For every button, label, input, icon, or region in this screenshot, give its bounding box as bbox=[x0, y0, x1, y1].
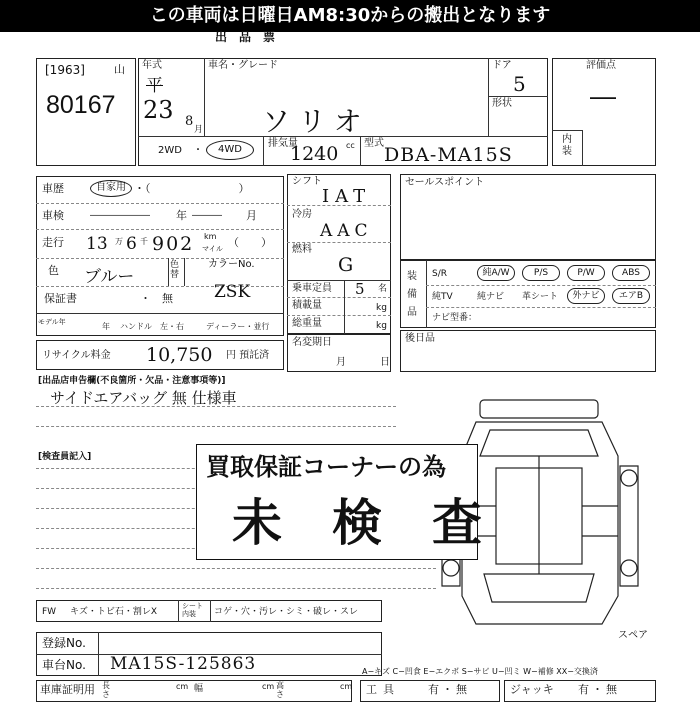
diagram-roof bbox=[480, 400, 598, 418]
color-label: 色 bbox=[48, 264, 59, 277]
recycle-value: 10,750 bbox=[146, 344, 213, 366]
history-rest: ・（ ） bbox=[134, 182, 250, 195]
notes-text: サイドエアバッグ 無 仕様車 bbox=[50, 389, 237, 407]
tools-value: 有・無 bbox=[428, 683, 470, 696]
history-box bbox=[36, 176, 284, 336]
recycle-unit: 円 預託済 bbox=[226, 350, 270, 361]
equipment-item: ABS bbox=[612, 265, 650, 281]
interior-label: 内装 bbox=[562, 134, 572, 157]
capacity-unit: 名 bbox=[378, 284, 388, 294]
model-label: 型式 bbox=[364, 138, 384, 149]
mileage-sen: 6 bbox=[126, 234, 137, 254]
capacity-value: 5 bbox=[355, 280, 365, 298]
remarks-label: 後日品 bbox=[405, 333, 435, 344]
shift-label: シフト bbox=[292, 176, 322, 187]
fuel-label: 燃料 bbox=[292, 244, 312, 255]
history-label: 車歴 bbox=[42, 182, 64, 195]
model-year-dealer: ディーラー・並行 bbox=[206, 322, 270, 331]
inspection-label: 車検 bbox=[42, 209, 64, 222]
load-unit: kg bbox=[376, 303, 387, 313]
aircon-label: 冷房 bbox=[292, 209, 312, 220]
model-value: DBA-MA15S bbox=[384, 144, 513, 166]
load-label: 積載量 bbox=[292, 300, 322, 311]
mileage-unit-km: km bbox=[204, 232, 217, 241]
inspection-year: 年 bbox=[176, 209, 187, 222]
equipment-item: 純A/W bbox=[477, 265, 515, 281]
equipment-label: 装備品 bbox=[407, 271, 417, 318]
warranty-value: ・ 無 bbox=[140, 292, 173, 305]
score-value: ― bbox=[590, 82, 616, 112]
jack-label: ジャッキ bbox=[510, 683, 554, 696]
weight-label: 総重量 bbox=[292, 318, 322, 329]
equipment-item: P/S bbox=[522, 265, 560, 281]
cert-height-cm: cm bbox=[340, 682, 353, 691]
cert-height: 高さ bbox=[276, 681, 284, 699]
aircon-value: AAC bbox=[320, 221, 373, 241]
mileage-rest: 902 bbox=[152, 233, 195, 255]
garage-cert-label: 車庫証明用 bbox=[40, 683, 95, 696]
stamp-line2: 未 検 査 bbox=[232, 494, 482, 552]
sales-point-label: セールスポイント bbox=[405, 177, 485, 188]
diagram-right-side bbox=[620, 466, 638, 586]
shape-label: 形状 bbox=[492, 98, 512, 109]
drive-4wd: 4WD bbox=[206, 140, 254, 160]
damage-codes-legend: A−キズ C−凹食 E−エクボ S−サビ U−凹ミ W−補修 XX−交換済 bbox=[362, 667, 598, 676]
equipment-item: エアB bbox=[612, 288, 650, 304]
chassis-label: 車台No. bbox=[42, 658, 86, 672]
car-name-label: 車名・グレード bbox=[208, 60, 278, 71]
fw-label: FW bbox=[42, 607, 57, 617]
diagram-windshield bbox=[480, 430, 598, 456]
model-year-year: 年 bbox=[102, 322, 110, 331]
diagram-wheel-fr bbox=[621, 470, 637, 486]
color-change-label: 色替 bbox=[170, 260, 180, 280]
door-label: ドア bbox=[492, 60, 512, 71]
drive-2wd: 2WD bbox=[158, 145, 182, 156]
mileage-unit-mile: マイル bbox=[202, 245, 223, 253]
fw-items2: コゲ・穴・汚レ・シミ・破レ・スレ bbox=[214, 607, 359, 617]
spare-label: スペア bbox=[618, 630, 648, 641]
recycle-label: リサイクル料金 bbox=[42, 350, 111, 361]
equipment-item: P/W bbox=[567, 265, 605, 281]
fuel-value: G bbox=[338, 254, 354, 276]
lot-year-code: [1963] bbox=[45, 63, 85, 77]
door-value: 5 bbox=[513, 72, 526, 96]
diagram-wheel-rr bbox=[621, 560, 637, 576]
name-change-label: 名変期日 bbox=[292, 337, 332, 348]
equipment-item: 純ナビ bbox=[477, 292, 505, 302]
color-code: ZSK bbox=[214, 282, 251, 302]
inspector-label: [検査員記入] bbox=[38, 452, 92, 462]
shift-value: IAT bbox=[322, 186, 372, 207]
fw-items: キズ・トビ石・割レX bbox=[70, 607, 157, 617]
inspection-month: 月 bbox=[246, 209, 257, 222]
equipment-item: S/R bbox=[432, 269, 447, 279]
lot-number: 80167 bbox=[46, 91, 116, 119]
tools-label: 工具 bbox=[366, 683, 400, 696]
year-era-crossed: 平 bbox=[146, 76, 163, 96]
fw-seat: シート内装 bbox=[182, 602, 203, 618]
year-month-unit: 月 bbox=[194, 125, 204, 135]
registration-label: 登録No. bbox=[42, 636, 86, 650]
lot-corner: 山 bbox=[114, 63, 125, 76]
year-month: 8 bbox=[185, 114, 194, 129]
color-value: ブルー bbox=[84, 267, 135, 287]
color-code-label: カラーNo. bbox=[208, 259, 255, 270]
chassis-value: MA15S-125863 bbox=[110, 654, 257, 674]
history-selected: 自家用 bbox=[90, 180, 132, 197]
diagram-body-outline bbox=[462, 422, 618, 624]
mileage-sen-unit: 千 bbox=[140, 237, 148, 246]
diagram-rear-window bbox=[484, 574, 594, 602]
weight-unit: kg bbox=[376, 321, 387, 331]
stamp-line1: 買取保証コーナーの為 bbox=[206, 453, 446, 481]
mileage-label: 走行 bbox=[42, 236, 64, 249]
title-partial: 出 品 票 bbox=[215, 30, 276, 44]
car-name: ソリオ bbox=[262, 105, 370, 138]
score-label: 評価点 bbox=[586, 60, 616, 71]
name-change-day: 日 bbox=[380, 357, 390, 368]
capacity-label: 乗車定員 bbox=[292, 283, 332, 294]
cert-width-cm: cm bbox=[262, 682, 275, 691]
equipment-item: 革シート bbox=[522, 292, 559, 302]
year-label: 年式 bbox=[142, 60, 162, 71]
equipment-item: 純TV bbox=[432, 292, 453, 302]
displacement-unit: cc bbox=[346, 141, 355, 150]
jack-value: 有・無 bbox=[578, 683, 620, 696]
diagram-wheel-rl bbox=[443, 560, 459, 576]
cert-long: 長さ bbox=[102, 681, 110, 699]
model-year-label: モデル年 bbox=[38, 318, 66, 326]
name-change-month: 月 bbox=[336, 357, 346, 368]
year-value: 23 bbox=[143, 96, 174, 124]
cert-long-cm: cm bbox=[176, 682, 189, 691]
warranty-label: 保証書 bbox=[44, 292, 77, 305]
top-banner: この車両は日曜日AM8:30からの搬出となります bbox=[0, 0, 700, 32]
cert-width: 幅 bbox=[194, 684, 204, 694]
displacement-value: 1240 bbox=[290, 143, 339, 165]
remarks-box bbox=[400, 330, 656, 372]
model-year-handle: ハンドル 左・右 bbox=[120, 322, 184, 331]
equipment-item: 外ナビ bbox=[567, 288, 605, 304]
displacement-label: 排気量 bbox=[268, 138, 298, 149]
mileage-man: 13 bbox=[86, 234, 108, 254]
mileage-man-unit: 万 bbox=[115, 237, 123, 246]
navi-label: ナビ型番： bbox=[432, 313, 478, 323]
notes-label: [出品店申告欄(不良箇所・欠品・注意事項等)] bbox=[38, 376, 226, 386]
